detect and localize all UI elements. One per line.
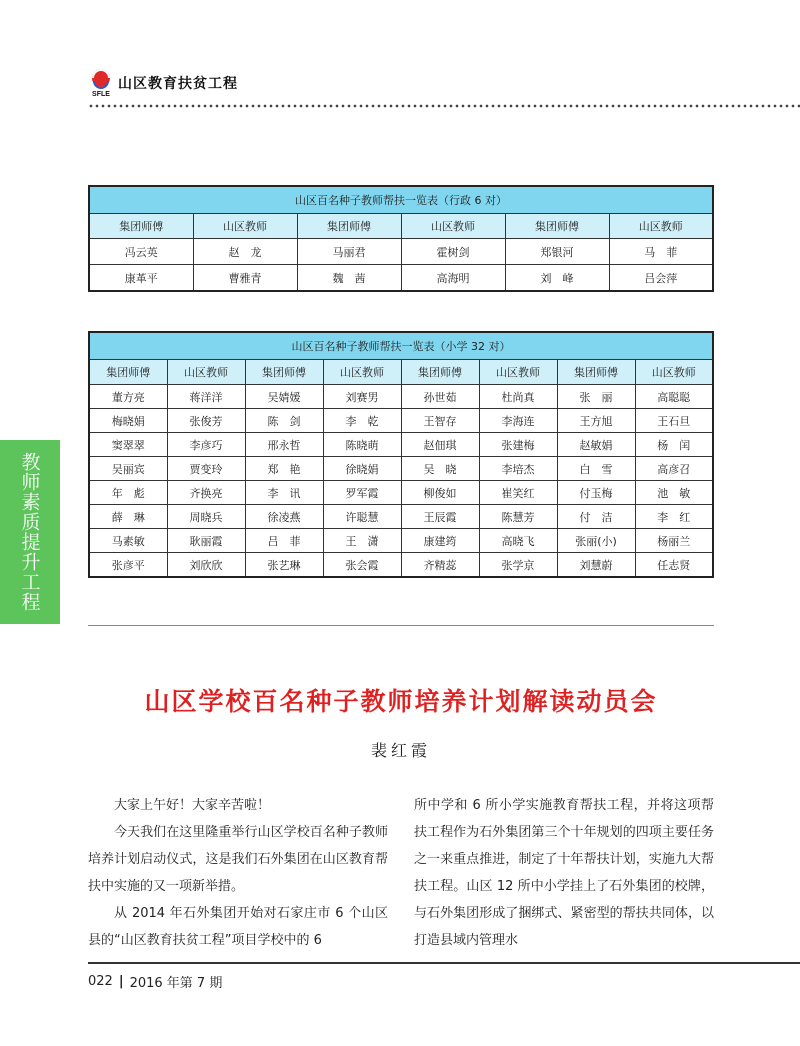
table-cell: 郑银河 <box>505 239 609 265</box>
table-cell: 张学京 <box>479 553 557 578</box>
table-cell: 杜尚真 <box>479 385 557 409</box>
table-row <box>89 481 713 505</box>
page-number: 022 <box>88 974 113 989</box>
table-cell: 蒋洋洋 <box>167 385 245 409</box>
primary-pairs-table <box>88 331 714 578</box>
table-cell: 李 红 <box>635 505 713 529</box>
table-cell: 陈 剑 <box>245 409 323 433</box>
sfle-logo-icon <box>88 68 114 98</box>
table-cell: 耿丽霞 <box>167 529 245 553</box>
table-cell: 池 敏 <box>635 481 713 505</box>
table-cell: 齐精蕊 <box>401 553 479 578</box>
table-cell: 刘赛男 <box>323 385 401 409</box>
article-column-right <box>414 792 714 954</box>
table-cell: 孙世茹 <box>401 385 479 409</box>
table-cell: 窦翠翠 <box>89 433 167 457</box>
table-cell: 张建梅 <box>479 433 557 457</box>
table-cell: 王 潇 <box>323 529 401 553</box>
table-cell: 张艺琳 <box>245 553 323 578</box>
table-cell: 陈晓萌 <box>323 433 401 457</box>
table-cell: 张 丽 <box>557 385 635 409</box>
column-header: 集团师傅 <box>89 214 193 239</box>
table-cell: 刘 峰 <box>505 265 609 292</box>
paragraph: 所中学和 6 所小学实施教育帮扶工程，并将这项帮扶工程作为石外集团第三个十年规划的四项主要任务之一来重点推进，制定了十年帮扶计划，实施九大帮扶工程。山区 12 所中小学挂上了石外集团的校牌，与石外集团形成了捆绑式、紧密型的帮扶共同体，以打造县域内管理水 <box>414 798 714 948</box>
table-cell: 梅晓娟 <box>89 409 167 433</box>
article-author: 裴红霞 <box>370 741 431 760</box>
table-row <box>89 457 713 481</box>
article-column-left <box>88 792 388 954</box>
table-cell: 李 讯 <box>245 481 323 505</box>
column-header: 集团师傅 <box>505 214 609 239</box>
table-cell: 马素敏 <box>89 529 167 553</box>
table-cell: 杨 闰 <box>635 433 713 457</box>
table-cell: 罗军霞 <box>323 481 401 505</box>
table-cell: 李培杰 <box>479 457 557 481</box>
logo-text: SFLE <box>92 91 110 98</box>
table-cell: 王石旦 <box>635 409 713 433</box>
table-cell: 董方亮 <box>89 385 167 409</box>
page-footer <box>88 972 222 991</box>
dotted-divider <box>88 103 800 109</box>
column-header: 集团师傅 <box>401 360 479 385</box>
paragraph: 今天我们在这里隆重举行山区学校百名种子教师培养计划启动仪式，这是我们石外集团在山区教育帮扶中实施的又一项新举措。 <box>88 825 388 894</box>
table-cell: 吕会萍 <box>609 265 713 292</box>
column-header: 山区教师 <box>609 214 713 239</box>
table-row <box>89 385 713 409</box>
table-cell: 马 菲 <box>609 239 713 265</box>
table-row <box>89 529 713 553</box>
table-cell: 白 雪 <box>557 457 635 481</box>
table-cell: 王辰霞 <box>401 505 479 529</box>
table-cell: 齐换亮 <box>167 481 245 505</box>
header-title: 山区教育扶贫工程 <box>118 76 238 92</box>
admin-pairs-table <box>88 185 714 292</box>
column-header: 山区教师 <box>635 360 713 385</box>
table-row <box>89 409 713 433</box>
column-header: 山区教师 <box>323 360 401 385</box>
table-cell: 张俊芳 <box>167 409 245 433</box>
table-cell: 吴丽宾 <box>89 457 167 481</box>
table-header-row <box>89 214 713 239</box>
table-cell: 付玉梅 <box>557 481 635 505</box>
table-cell: 吴婧媛 <box>245 385 323 409</box>
table-cell: 李海连 <box>479 409 557 433</box>
running-header <box>88 66 238 100</box>
column-header: 集团师傅 <box>297 214 401 239</box>
table-cell: 刘慧蔚 <box>557 553 635 578</box>
table-cell: 李 乾 <box>323 409 401 433</box>
table-cell: 张彦平 <box>89 553 167 578</box>
footer-rule <box>88 962 800 964</box>
table-row <box>89 505 713 529</box>
table-cell: 崔笑红 <box>479 481 557 505</box>
section-side-tab: 教师素质提升工程 <box>0 440 60 624</box>
table-cell: 刘欣欣 <box>167 553 245 578</box>
table-cell: 高晓飞 <box>479 529 557 553</box>
column-header: 集团师傅 <box>557 360 635 385</box>
table-cell: 杨丽兰 <box>635 529 713 553</box>
table-cell: 高聪聪 <box>635 385 713 409</box>
table-cell: 李彦巧 <box>167 433 245 457</box>
table-cell: 周晓兵 <box>167 505 245 529</box>
article-title: 山区学校百名种子教师培养计划解读动员会 <box>144 687 658 716</box>
table-cell: 高海明 <box>401 265 505 292</box>
table-cell: 冯云英 <box>89 239 193 265</box>
column-header: 山区教师 <box>167 360 245 385</box>
table-cell: 王智存 <box>401 409 479 433</box>
table-cell: 魏 茜 <box>297 265 401 292</box>
section-rule <box>88 625 714 626</box>
table-cell: 徐凌燕 <box>245 505 323 529</box>
table-cell: 郑 艳 <box>245 457 323 481</box>
table-cell: 许聪慧 <box>323 505 401 529</box>
table-cell: 邢永哲 <box>245 433 323 457</box>
table-cell: 曹雅青 <box>193 265 297 292</box>
table-caption: 山区百名种子教师帮扶一览表（行政 6 对） <box>89 186 713 214</box>
table-cell: 陈慧芳 <box>479 505 557 529</box>
table-cell: 柳俊如 <box>401 481 479 505</box>
table-caption: 山区百名种子教师帮扶一览表（小学 32 对） <box>89 332 713 360</box>
column-header: 山区教师 <box>479 360 557 385</box>
table-cell: 吴 晓 <box>401 457 479 481</box>
footer-separator: | <box>118 974 124 989</box>
table-header-row <box>89 360 713 385</box>
table-cell: 霍树剑 <box>401 239 505 265</box>
column-header: 集团师傅 <box>245 360 323 385</box>
table-cell: 康建筠 <box>401 529 479 553</box>
table-cell: 张会霞 <box>323 553 401 578</box>
table-row <box>89 433 713 457</box>
column-header: 山区教师 <box>401 214 505 239</box>
table-cell: 吕 菲 <box>245 529 323 553</box>
table-cell: 王方旭 <box>557 409 635 433</box>
table-cell: 张丽(小) <box>557 529 635 553</box>
table-cell: 徐晓娟 <box>323 457 401 481</box>
column-header: 集团师傅 <box>89 360 167 385</box>
table-cell: 马丽君 <box>297 239 401 265</box>
paragraph-greeting: 大家上午好！大家辛苦啦！ <box>114 798 271 813</box>
issue-label: 2016 年第 7 期 <box>129 976 223 991</box>
table-cell: 付 洁 <box>557 505 635 529</box>
table-cell: 赵 龙 <box>193 239 297 265</box>
table-row <box>89 553 713 578</box>
table-cell: 贾变玲 <box>167 457 245 481</box>
table-cell: 任志贤 <box>635 553 713 578</box>
paragraph: 从 2014 年石外集团开始对石家庄市 6 个山区县的“山区教育扶贫工程”项目学校中的 6 <box>88 906 388 948</box>
table-cell: 年 彪 <box>89 481 167 505</box>
table-cell: 赵敏娟 <box>557 433 635 457</box>
table-cell: 康革平 <box>89 265 193 292</box>
table-cell: 高彦召 <box>635 457 713 481</box>
table-cell: 薛 琳 <box>89 505 167 529</box>
table-cell: 赵佃琪 <box>401 433 479 457</box>
table-row <box>89 239 713 265</box>
table-row <box>89 265 713 292</box>
column-header: 山区教师 <box>193 214 297 239</box>
